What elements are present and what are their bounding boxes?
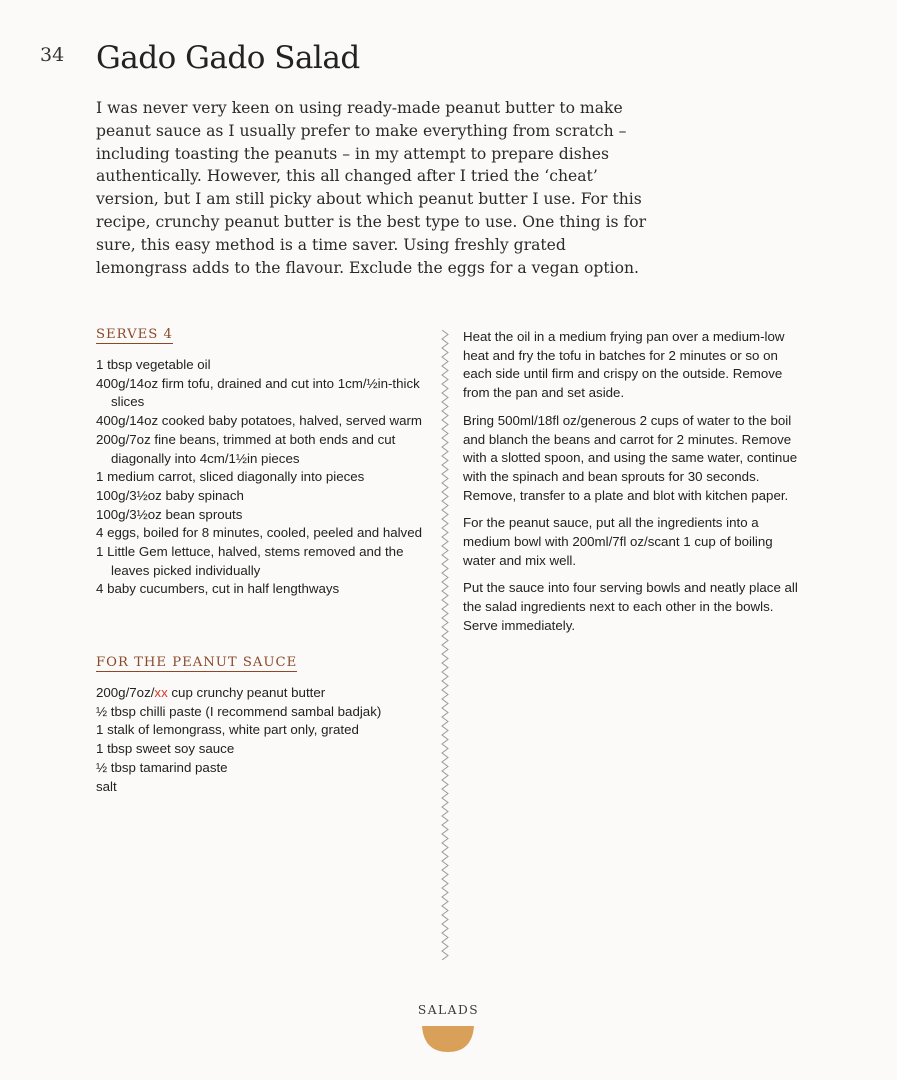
- sauce-ingredient-item: [96, 684, 426, 703]
- method-step: For the peanut sauce, put all the ingredients into a medium bowl with 200ml/7fl oz/scant 1 cup of boiling water and mix well.: [463, 515, 773, 568]
- ingredient-item: 200g/7oz fine beans, trimmed at both ends and cut diagonally into 4cm/1½in pieces: [96, 431, 396, 466]
- sauce-ingredient-item: 1 stalk of lemongrass, white part only, grated: [96, 722, 359, 738]
- ingredient-item: 4 eggs, boiled for 8 minutes, cooled, peeled and halved: [96, 525, 423, 541]
- sauce-item-prefix: 200g/7oz/: [96, 685, 155, 700]
- bowl-icon: [422, 1026, 474, 1052]
- sauce-ingredient-item: ½ tbsp chilli paste (I recommend sambal badjak): [96, 703, 382, 719]
- method-step: Heat the oil in a medium frying pan over a medium-low heat and fry the tofu in batches for 2 minutes or so on each side until firm and crispy on the outside. Remove from the pan and set aside.: [463, 329, 785, 401]
- ingredient-item: 1 Little Gem lettuce, halved, stems removed and the leaves picked individually: [96, 544, 404, 578]
- ingredient-item: 100g/3½oz baby spinach: [96, 487, 244, 503]
- ingredient-item: 100g/3½oz bean sprouts: [96, 506, 243, 522]
- sauce-ingredient-item: salt: [96, 778, 117, 794]
- ingredient-item: 1 tbsp vegetable oil: [96, 357, 211, 372]
- ingredient-item: 400g/14oz cooked baby potatoes, halved, served warm: [96, 413, 422, 429]
- recipe-title: Gado Gado Salad: [96, 40, 360, 76]
- sauce-ingredient-item: 1 tbsp sweet soy sauce: [96, 741, 235, 757]
- sauce-item-suffix: cup crunchy peanut butter: [167, 685, 326, 700]
- serves-heading: SERVES 4: [96, 327, 173, 342]
- method-step: Bring 500ml/18fl oz/generous 2 cups of water to the boil and blanch the beans and carrot for 2 minutes. Remove with a slotted spoon, and using the same water, continue with the spinach and bean sprouts for 30 seconds. Remove, transfer to a plate and blot with kitchen paper.: [463, 412, 798, 503]
- missing-value-marker: xx: [154, 685, 168, 700]
- ingredients-list: [96, 356, 426, 599]
- section-label: SALADS: [417, 1003, 480, 1017]
- zigzag-divider: [439, 330, 451, 960]
- ingredient-item: 400g/14oz firm tofu, drained and cut into 1cm/½in-thick slices: [96, 375, 420, 410]
- page-number: 34: [40, 44, 65, 66]
- recipe-intro: I was never very keen on using ready-made peanut butter to make peanut sauce as I usually prefer to make everything from scratch – including toasting the peanuts – in my attempt to prepare dishes authentically. However, this all changed after I tried the ‘cheat’ version, but I am still picky about which peanut butter I use. For this recipe, crunchy peanut butter is the best type to use. One thing is for sure, this easy method is a time saver. Using freshly grated lemongrass adds to the flavour. Exclude the eggs for a vegan option.: [96, 99, 647, 277]
- sauce-ingredients-list: [96, 684, 426, 796]
- peanut-sauce-heading: FOR THE PEANUT SAUCE: [96, 655, 298, 670]
- ingredient-item: 4 baby cucumbers, cut in half lengthways: [96, 581, 340, 597]
- method-column: [463, 328, 803, 645]
- ingredient-item: 1 medium carrot, sliced diagonally into pieces: [96, 469, 365, 485]
- sauce-ingredient-item: ½ tbsp tamarind paste: [96, 759, 228, 775]
- method-step: Put the sauce into four serving bowls and neatly place all the salad ingredients next to each other in the bowls. Serve immediately.: [463, 580, 798, 633]
